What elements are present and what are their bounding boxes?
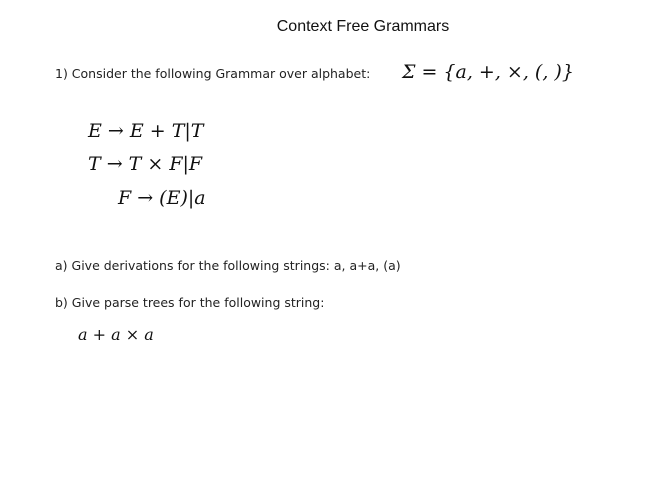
production-f: F → (E)|a (118, 187, 206, 209)
page-title: Context Free Grammars (276, 18, 450, 35)
part-b-prompt: b) Give parse trees for the following string: (55, 295, 325, 310)
parse-tree-expression: a + a × a (78, 325, 154, 344)
production-t: T → T × F|F (88, 153, 203, 175)
alphabet-definition: Σ = {a, +, ×, (, )} (402, 61, 574, 83)
production-e: E → E + T|T (88, 120, 204, 142)
question-1-prompt: 1) Consider the following Grammar over alphabet: (55, 66, 371, 81)
part-a-prompt: a) Give derivations for the following strings: a, a+a, (a) (55, 258, 401, 273)
